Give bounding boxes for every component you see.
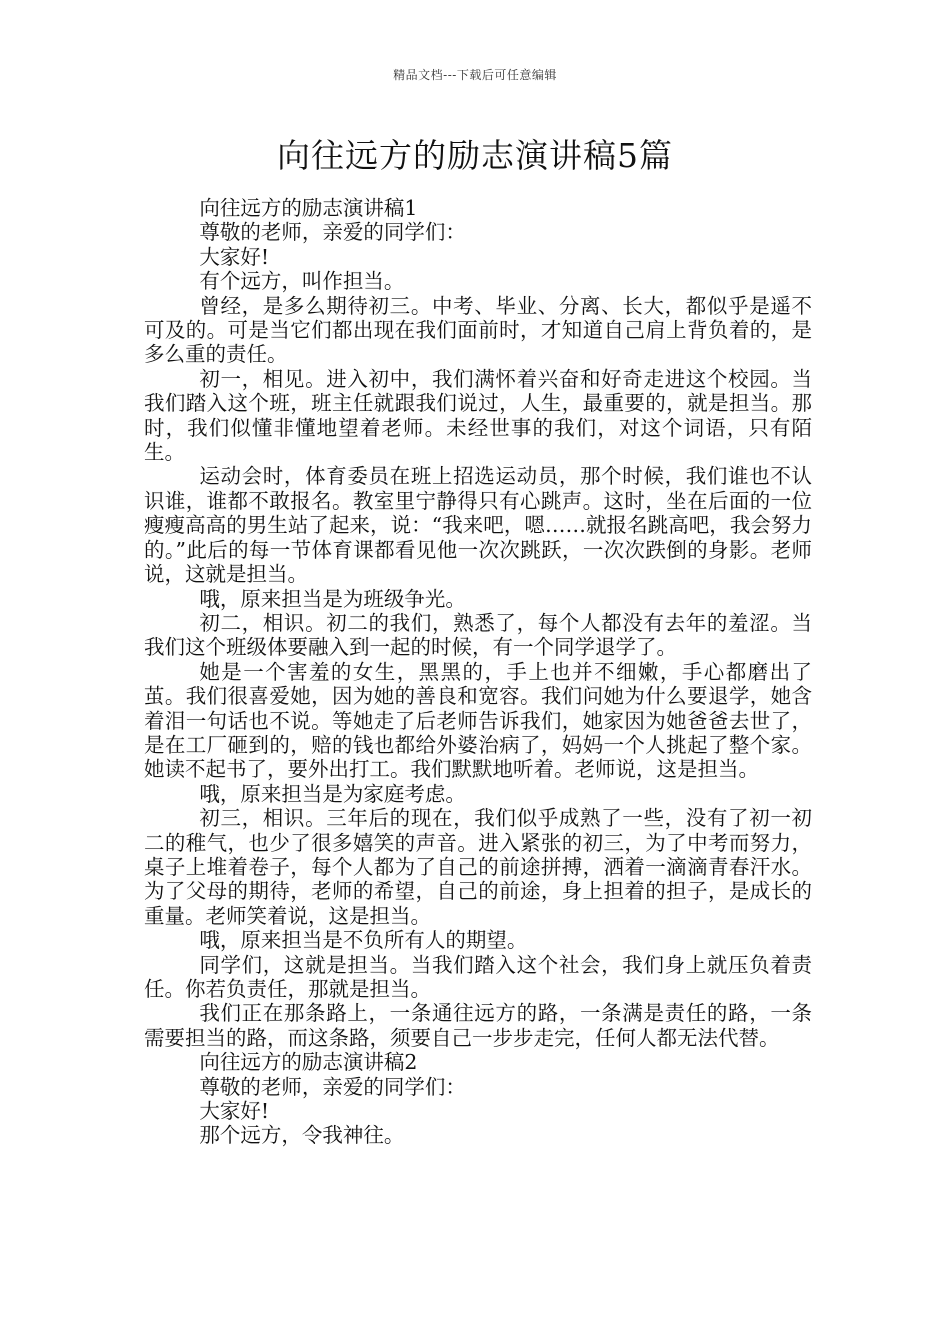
paragraph: 初二，相识。初二的我们，熟悉了，每个人都没有去年的羞涩。当我们这个班级体要融入到一起的时候，有一个同学退学了。 [144,610,812,660]
paragraph: 曾经，是多么期待初三。中考、毕业、分离、长大，都似乎是遥不可及的。可是当它们都出现在我们面前时，才知道自己肩上背负着的，是多么重的责任。 [144,293,812,367]
paragraph: 我们正在那条路上，一条通往远方的路，一条满是责任的路，一条需要担当的路，而这条路，须要自己一步步走完，任何人都无法代替。 [144,1001,812,1050]
paragraph: 向往远方的励志演讲稿1 [199,196,418,220]
page-header: 精品文档---下载后可任意编辑 [393,68,557,82]
document-title: 向往远方的励志演讲稿5篇 [277,136,673,175]
paragraph: 初一，相见。进入初中，我们满怀着兴奋和好奇走进这个校园。当我们踏入这个班，班主任就跟我们说过，人生，最重要的，就是担当。那时，我们似懂非懂地望着老师。未经世事的我们，对这个词语，只有陌生。 [144,366,812,465]
paragraph: 运动会时，体育委员在班上招选运动员，那个时候，我们谁也不认识谁，谁都不敢报名。教室里宁静得只有心跳声。这时，坐在后面的一位瘦瘦高高的男生站了起来，说：“我来吧，嗯……就报名跳高吧，我会努力的。”此后的每一节体育课都看见他一次次跳跃，一次次跌倒的身影。老师说，这就是担当。 [144,464,812,587]
paragraph: 她是一个害羞的女生，黑黑的，手上也并不细嫩，手心都磨出了茧。我们很喜爱她，因为她的善良和宽容。我们问她为什么要退学，她含着泪一句话也不说。等她走了后老师告诉我们，她家因为她爸爸去世了，是在工厂砸到的，赔的钱也都给外婆治病了，妈妈一个人挑起了整个家。她读不起书了，要外出打工。我们默默地听着。老师说，这是担当。 [144,659,812,782]
paragraph: 哦，原来担当是为家庭考虑。 [199,781,466,806]
paragraph: 哦，原来担当是不负所有人的期望。 [199,928,528,953]
paragraph: 尊敬的老师，亲爱的同学们： [199,220,466,245]
paragraph: 那个远方，令我神往。 [199,1123,405,1148]
paragraph: 向往远方的励志演讲稿2 [199,1050,418,1075]
paragraph: 哦，原来担当是为班级争光。 [199,586,466,611]
paragraph: 大家好! [199,1099,270,1124]
paragraph: 初三，相识。三年后的现在，我们似乎成熟了一些，没有了初一初二的稚气，也少了很多嬉笑的声音。进入紧张的初三，为了中考而努力，桌子上堆着卷子，每个人都为了自己的前途拼搏，洒着一滴滴青春汗水。为了父母的期待，老师的希望，自己的前途，身上担着的担子，是成长的重量。老师笑着说，这是担当。 [144,806,812,928]
paragraph: 同学们，这就是担当。当我们踏入这个社会，我们身上就压负着责任。你若负责任，那就是担当。 [144,952,812,1001]
document-body [144,196,812,1148]
paragraph: 尊敬的老师，亲爱的同学们： [199,1074,466,1099]
paragraph: 大家好! [199,244,270,269]
paragraph: 有个远方，叫作担当。 [199,269,405,294]
